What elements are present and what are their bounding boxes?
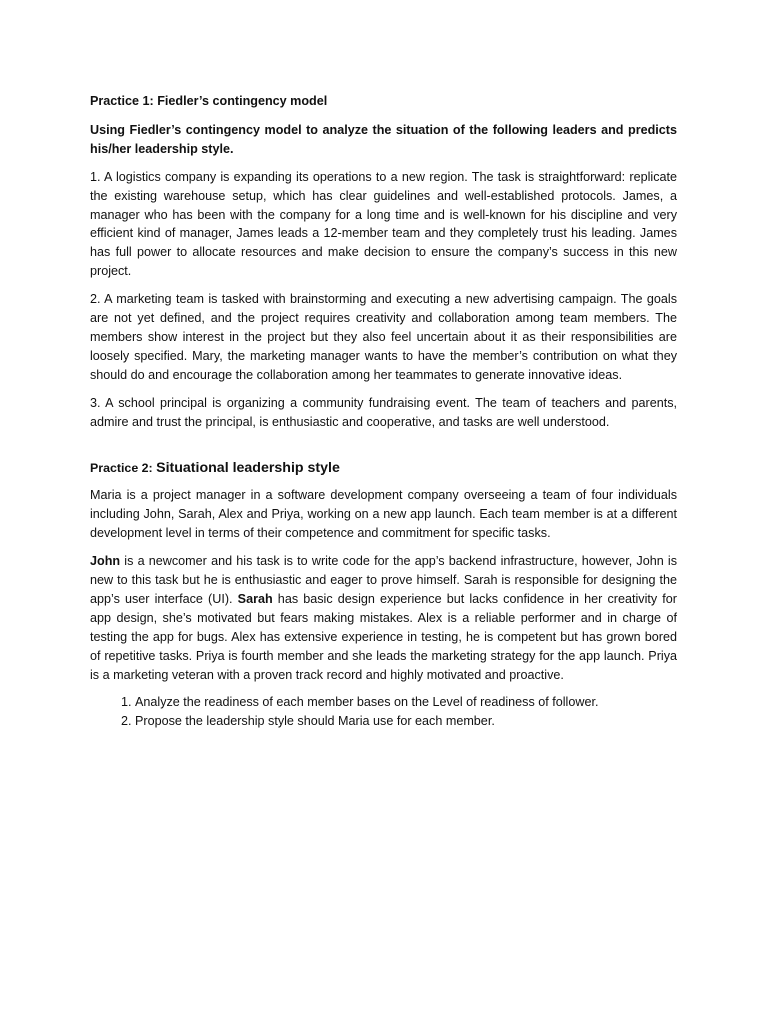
john-text: is a newcomer and his task is to write code for the app’s backend infrastructure, however, John is new to this task but he is enthusiastic and eager to prove himself. Sarah is responsible for designing the app’s user interface (UI). xyxy=(90,554,677,606)
sarah-text: has basic design experience but lacks confidence in her creativity for app design, she’s motivated but fears making mistakes. Alex is a reliable performer and in charge of testing the app for bugs. Alex has extensive experience in testing, he is competent but has grown bored of repetitive tasks. Priya is fourth member and she leads the marketing strategy for the app launch. Priya is a marketing veteran with a proven track record and highly motivated and proactive. xyxy=(90,591,677,682)
practice-1-item-3: 3. A school principal is organizing a community fundraising event. The team of teachers and parents, admire and trust the principal, is enthusiastic and cooperative, and tasks are well understood. xyxy=(90,395,677,429)
practice-1-question: Using Fiedler’s contingency model to analyze the situation of the following leaders and predicts his/her leadership style. xyxy=(90,122,677,156)
section-spacer xyxy=(90,441,677,459)
john-name: John xyxy=(90,554,121,569)
practice-1-heading: Practice 1: Fiedler’s contingency model xyxy=(90,94,328,108)
task-item-2: 2. Propose the leadership style should Maria use for each member. xyxy=(135,712,677,731)
sarah-name: Sarah xyxy=(237,591,273,606)
practice-2-heading xyxy=(90,459,677,478)
practice-2-heading-prefix: Practice 2: xyxy=(90,460,157,475)
practice-2-task-list xyxy=(90,693,677,731)
practice-2-intro: Maria is a project manager in a software development company overseeing a team of four individuals including John, Sarah, Alex and Priya, working on a new app launch. Each team member is at a different development level in terms of their competence and commitment for specific tasks. xyxy=(90,488,677,541)
task-item-1: 1. Analyze the readiness of each member bases on the Level of readiness of follower. xyxy=(135,693,677,712)
practice-2-scenario xyxy=(90,552,677,684)
document-page xyxy=(90,92,677,731)
practice-1-item-1: 1. A logistics company is expanding its operations to a new region. The task is straightforward: replicate the existing warehouse setup, which has clear guidelines and well-established protocols. James, a manager who has been with the company for a long time and is well-known for his discipline and very efficient kind of manager, James leads a 12-member team and they completely trust his leading. James has full power to allocate resources and make decision to ensure the company’s success in this new project. xyxy=(90,169,677,279)
practice-2-heading-title: Situational leadership style xyxy=(156,459,340,476)
practice-1-item-2: 2. A marketing team is tasked with brainstorming and executing a new advertising campaign. The goals are not yet defined, and the project requires creativity and collaboration among team members. The members show interest in the project but they also feel uncertain about it as their responsibilities are loosely specified. Mary, the marketing manager wants to have the member’s contribution on what they should do and encourage the collaboration among her teammates to generate innovative ideas. xyxy=(90,292,677,382)
